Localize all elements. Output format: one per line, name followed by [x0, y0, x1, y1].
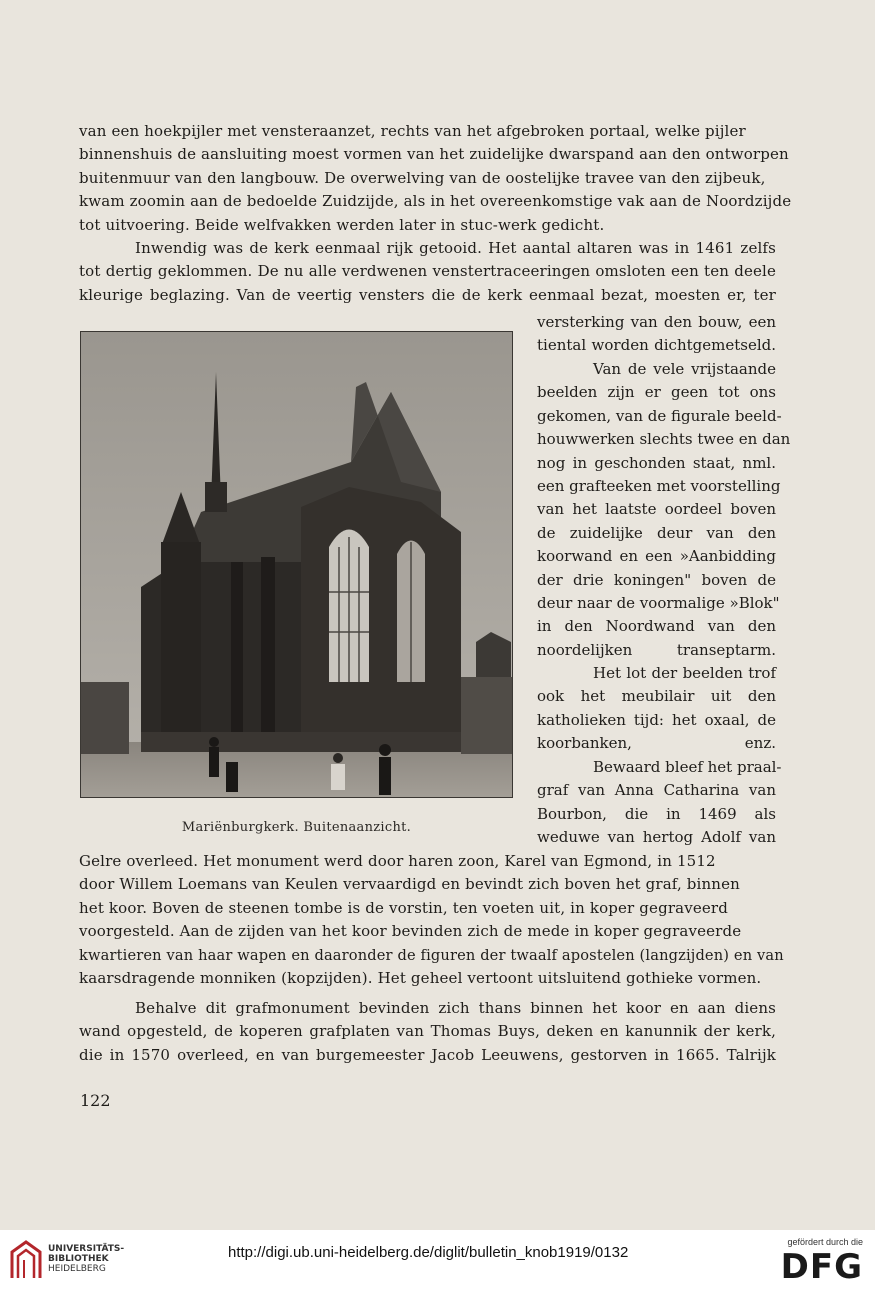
- text-line: graf van Anna Catharina van: [537, 781, 776, 800]
- paragraph-1: [79, 120, 792, 237]
- text-line: Behalve dit grafmonument bevinden zich thans binnen het koor en aan diens: [135, 999, 776, 1017]
- text-line: Het lot der beelden trof: [593, 664, 776, 682]
- page-number: 122: [80, 1091, 111, 1110]
- church-icon: [81, 332, 512, 797]
- text-line: Bewaard bleef het praal-: [593, 758, 782, 776]
- text-line: tiental worden dichtgemetseld.: [537, 336, 776, 355]
- library-line-1: UNIVERSITÄTS-: [48, 1244, 125, 1254]
- text-line: kaarsdragende monniken (kopzijden). Het geheel vertoont uitsluitend gothieke vormen.: [79, 969, 762, 988]
- text-line: van het laatste oordeel boven: [537, 500, 776, 519]
- paragraph-4: [79, 997, 776, 1067]
- text-line: van een hoekpijler met vensteraanzet, rechts van het afgebroken portaal, welke pijler: [79, 122, 746, 140]
- text-line: Inwendig was de kerk eenmaal rijk getooid. Het aantal altaren was in 1461 zelfs: [135, 239, 776, 257]
- side-column-4: [537, 756, 782, 850]
- text-line: een grafteeken met voorstelling: [537, 477, 781, 496]
- text-line: koorbanken, enz.: [537, 734, 776, 753]
- text-line: gekomen, van de figurale beeld-: [537, 406, 782, 425]
- viewer-footer: [0, 1230, 875, 1293]
- text-line: der drie koningen" boven de: [537, 570, 776, 589]
- permalink-url[interactable]: http://digi.ub.uni-heidelberg.de/diglit/bulletin_knob1919/0132: [228, 1244, 629, 1261]
- side-column-2: [537, 358, 791, 662]
- text-line: kleurige beglazing. Van de veertig vensters die de kerk eenmaal bezat, moesten er, ter: [79, 285, 776, 304]
- text-line: nog in geschonden staat, nml.: [537, 453, 776, 472]
- text-line: tot uitvoering. Beide welfvakken werden later in stuc-werk gedicht.: [79, 215, 605, 234]
- text-line: binnenshuis de aansluiting moest vormen van het zuidelijke dwarspand aan den ontworpen: [79, 145, 789, 164]
- library-line-3: HEIDELBERG: [48, 1264, 106, 1274]
- text-line: weduwe van hertog Adolf van: [537, 828, 776, 847]
- text-line: deur naar de voormalige »Blok": [537, 594, 780, 613]
- text-line: ook het meubilair uit den: [537, 687, 776, 706]
- library-name: [48, 1244, 124, 1274]
- text-line: Bourbon, die in 1469 als: [537, 804, 776, 823]
- text-line: Van de vele vrijstaande: [593, 360, 776, 378]
- side-column-3: [537, 662, 776, 756]
- text-line: het koor. Boven de steenen tombe is de vorstin, ten voeten uit, in koper gegraveerd: [79, 898, 728, 917]
- paragraph-3: [79, 850, 784, 990]
- text-line: houwwerken slechts twee en dan: [537, 430, 791, 449]
- dfg-logo[interactable]: DFG: [780, 1247, 863, 1287]
- paragraph-2: [79, 237, 776, 307]
- church-photograph: [80, 331, 513, 798]
- university-library-logo-icon[interactable]: [8, 1238, 44, 1282]
- library-line-2: BIBLIOTHEK: [48, 1254, 109, 1264]
- text-line: die in 1570 overleed, en van burgemeester Jacob Leeuwens, gestorven in 1665. Talrijk: [79, 1045, 776, 1064]
- text-line: beelden zijn er geen tot ons: [537, 383, 776, 402]
- text-line: Gelre overleed. Het monument werd door haren zoon, Karel van Egmond, in 1512: [79, 852, 716, 870]
- text-line: de zuidelijke deur van den: [537, 523, 776, 542]
- side-column-1: [537, 311, 776, 358]
- text-line: katholieken tijd: het oxaal, de: [537, 710, 776, 729]
- funded-by-label: gefördert durch die: [787, 1237, 863, 1247]
- text-line: wand opgesteld, de koperen grafplaten van Thomas Buys, deken en kanunnik der kerk,: [79, 1022, 776, 1041]
- text-line: kwam zoomin aan de bedoelde Zuidzijde, als in het overeenkomstige vak aan de Noordzijde: [79, 192, 792, 211]
- figure-caption: Mariënburgkerk. Buitenaanzicht.: [181, 820, 412, 835]
- text-line: noordelijken transeptarm.: [537, 640, 776, 659]
- text-line: tot dertig geklommen. De nu alle verdwenen venstertraceeringen omsloten een ten deele: [79, 262, 776, 281]
- text-line: kwartieren van haar wapen en daaronder de figuren der twaalf apostelen (langzijden) en van: [79, 946, 784, 964]
- text-line: versterking van den bouw, een: [537, 313, 776, 331]
- text-line: door Willem Loemans van Keulen vervaardigd en bevindt zich boven het graf, binnen: [79, 875, 740, 894]
- text-line: buitenmuur van den langbouw. De overwelving van de oostelijke travee van den zijbeuk,: [79, 168, 766, 187]
- text-line: in den Noordwand van den: [537, 617, 776, 636]
- text-line: koorwand en een »Aanbidding: [537, 547, 776, 566]
- text-line: voorgesteld. Aan de zijden van het koor bevinden zich de mede in koper gegraveerde: [79, 922, 742, 941]
